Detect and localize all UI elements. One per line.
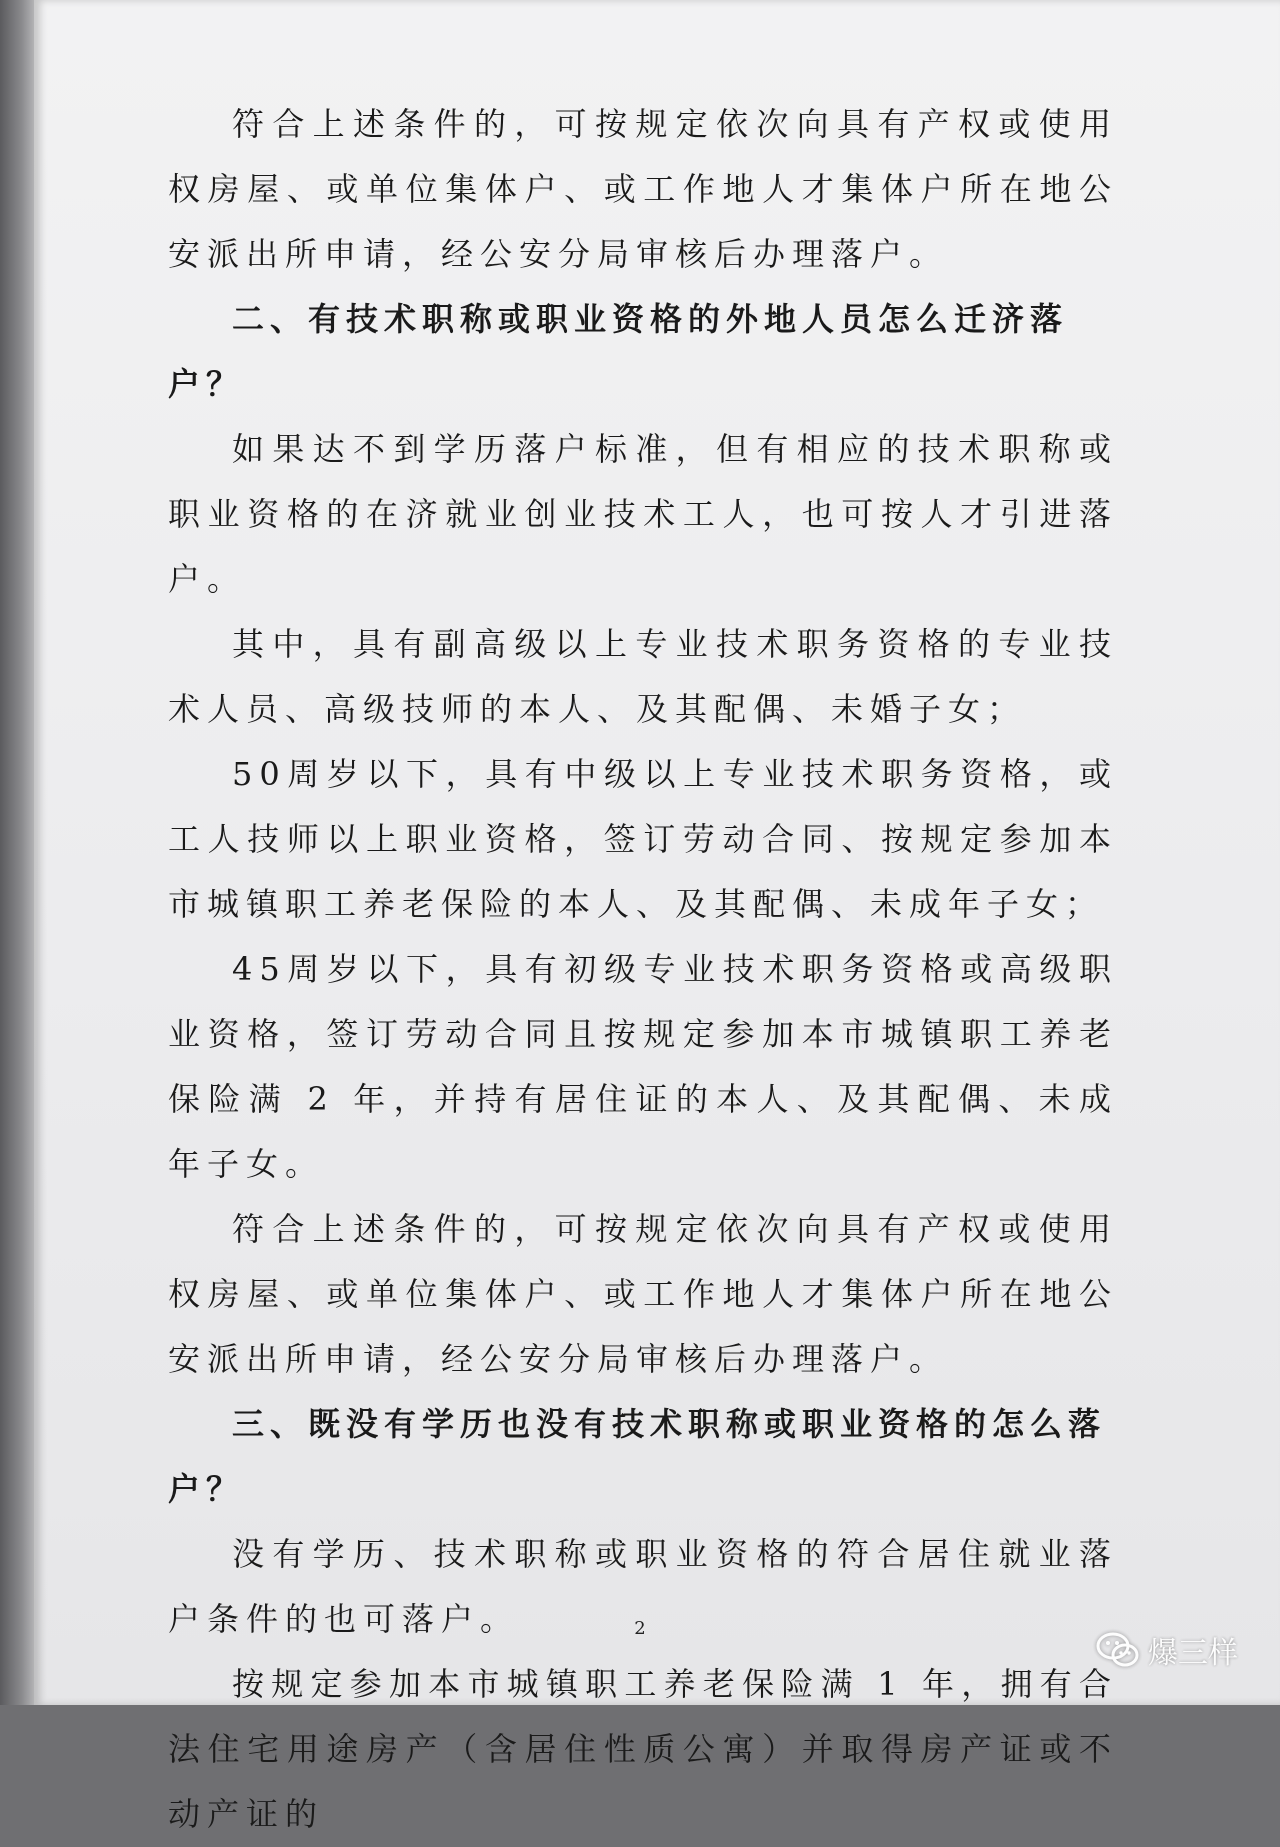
body-paragraph: 符合上述条件的，可按规定依次向具有产权或使用权房屋、或单位集体户、或工作地人才集体户所在地公安派出所申请，经公安分局审核后办理落户。 [168,105,1118,273]
wechat-icon [1096,1631,1140,1669]
body-paragraph: 45周岁以下，具有初级专业技术职务资格或高级职业资格，签订劳动合同且按规定参加本市城镇职工养老保险满 2 年，并持有居住证的本人、及其配偶、未成年子女。 [168,950,1118,1183]
desk-edge [0,0,36,1705]
body-paragraph: 其中，具有副高级以上专业技术职务资格的专业技术人员、高级技师的本人、及其配偶、未婚子女； [168,625,1118,728]
section-heading: 二、有技术职称或职业资格的外地人员怎么迁济落户？ [168,300,1069,403]
body-paragraph: 符合上述条件的，可按规定依次向具有产权或使用权房屋、或单位集体户、或工作地人才集体户所在地公安派出所申请，经公安分局审核后办理落户。 [168,1210,1118,1378]
watermark-text: 爆三样 [1148,1636,1238,1671]
body-paragraph: 没有学历、技术职称或职业资格的符合居住就业落户条件的也可落户。 [168,1535,1118,1638]
watermark [1096,1628,1238,1672]
document-body [168,92,1118,1847]
page-number: 2 [634,1618,646,1639]
body-paragraph: 如果达不到学历落户标准，但有相应的技术职称或职业资格的在济就业创业技术工人，也可按人才引进落户。 [168,430,1118,598]
body-paragraph: 50周岁以下，具有中级以上专业技术职务资格，或工人技师以上职业资格，签订劳动合同、按规定参加本市城镇职工养老保险的本人、及其配偶、未成年子女； [168,755,1118,923]
body-paragraph: 按规定参加本市城镇职工养老保险满 1 年，拥有合法住宅用途房产（含居住性质公寓）并取得房产证或不动产证的 [168,1665,1118,1833]
section-heading: 三、既没有学历也没有技术职称或职业资格的怎么落户？ [168,1405,1107,1508]
